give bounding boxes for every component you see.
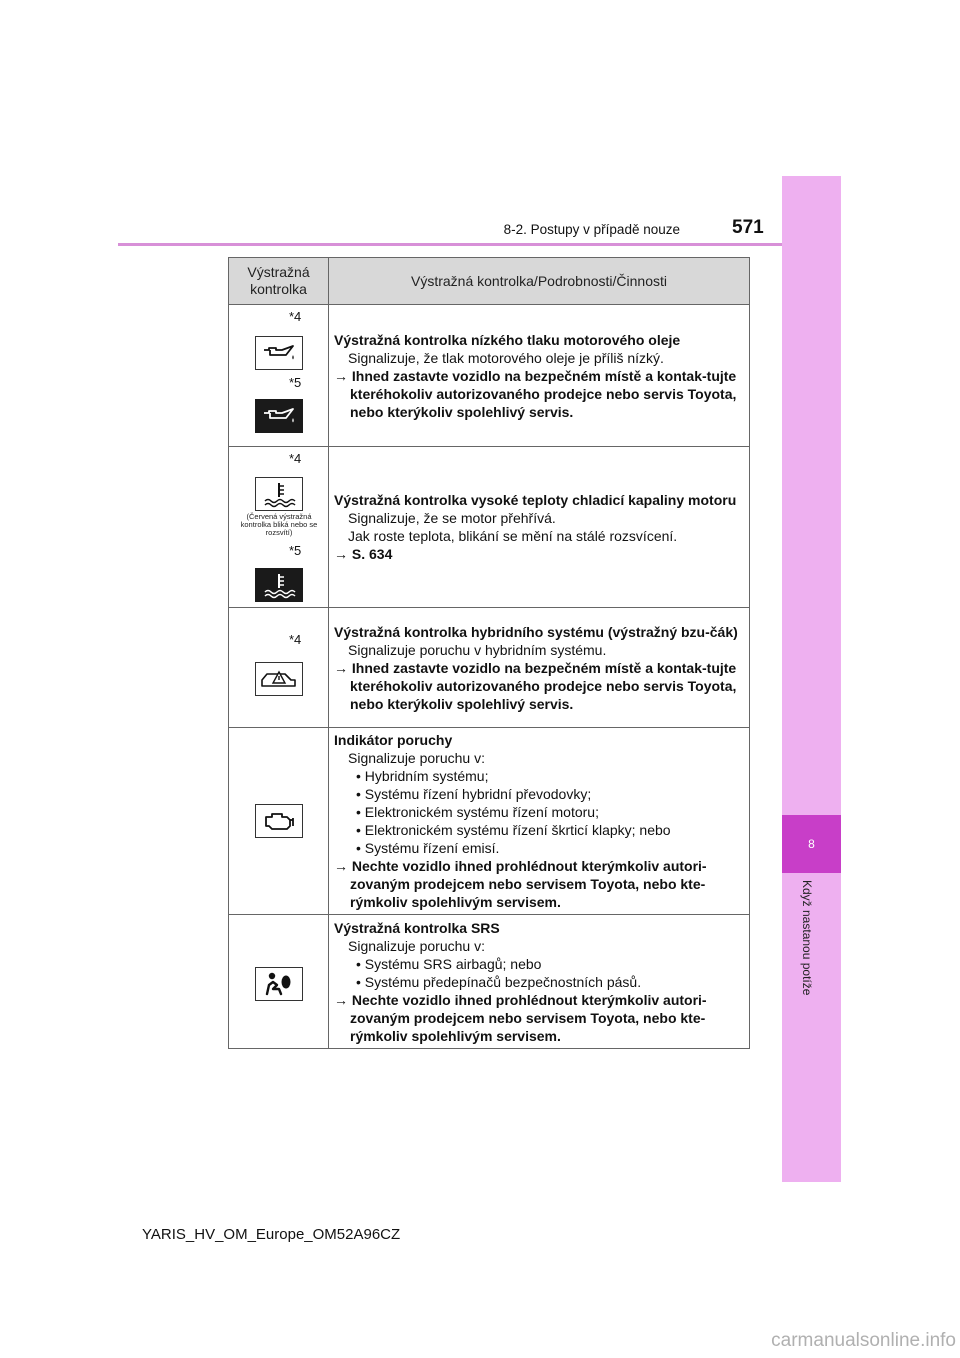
icon-cell	[229, 447, 329, 608]
page-number: 571	[732, 217, 764, 238]
warning-lights-table	[228, 257, 750, 1049]
srs-airbag-icon	[255, 967, 303, 1001]
row-description: Signalizuje poruchu v:	[348, 750, 485, 766]
bullet-item: • Elektronickém systému řízení motoru;	[356, 804, 599, 820]
icon-cell	[229, 608, 329, 728]
chapter-side-tab	[782, 176, 841, 1182]
row-action: → Ihned zastavte vozidlo na bezpečném místě a kontak-tujte kteréhokoliv autorizovaného prodejce nebo servis Toyota, nebo kterýkoliv spolehlivý servis.	[334, 367, 737, 420]
section-title: 8-2. Postupy v případě nouze	[503, 222, 680, 237]
coolant-temp-icon-dark	[255, 568, 303, 602]
icon-cell	[229, 728, 329, 915]
table-row	[229, 915, 750, 1049]
row-description: Signalizuje poruchu v hybridním systému.	[348, 641, 607, 658]
row-action: → Nechte vozidlo ihned prohlédnout kterýmkoliv autori-zovaným prodejcem nebo servisem Toyota, nebo kte-rýmkoliv spolehlivým servisem.	[334, 991, 707, 1044]
details-cell	[329, 608, 750, 728]
bullet-item: • Systému řízení emisí.	[356, 840, 500, 856]
row-title: Výstražná kontrolka nízkého tlaku motorového oleje	[334, 331, 681, 348]
row-action: → S. 634	[334, 546, 393, 562]
table-header-row	[229, 258, 750, 305]
table-row	[229, 447, 750, 608]
table-row	[229, 305, 750, 447]
icon-note: (Červená výstražná kontrolka bliká nebo se rozsvítí)	[240, 512, 318, 537]
icon-cell	[229, 915, 329, 1049]
row-description-line: Jak roste teplota, blikání se mění na stálé rozsvícení.	[348, 528, 678, 544]
details-cell	[329, 447, 750, 608]
row-title: Výstražná kontrolka hybridního systému (výstražný bzu-čák)	[334, 623, 738, 640]
row-title: Výstražná kontrolka vysoké teploty chladicí kapaliny motoru	[334, 492, 737, 508]
table-row	[229, 728, 750, 915]
col-header-details: Výstražná kontrolka/Podrobnosti/Činnosti	[329, 258, 750, 305]
icon-cell	[229, 305, 329, 447]
document-code: YARIS_HV_OM_Europe_OM52A96CZ	[142, 1226, 401, 1243]
bullet-item: • Elektronickém systému řízení škrticí klapky; nebo	[356, 822, 671, 838]
header-divider	[118, 243, 782, 246]
row-description-line: Signalizuje, že se motor přehřívá.	[348, 510, 556, 526]
row-description: Signalizuje, že tlak motorového oleje je příliš nízký.	[348, 349, 664, 366]
table-row	[229, 608, 750, 728]
bullet-item: • Systému předepínačů bezpečnostních pásů.	[356, 973, 642, 990]
footnote-marker: *5	[289, 375, 302, 390]
row-action: → Nechte vozidlo ihned prohlédnout kterýmkoliv autori-zovaným prodejcem nebo servisem Toyota, nebo kte-rýmkoliv spolehlivým servisem.	[334, 858, 707, 910]
coolant-temp-icon	[255, 477, 303, 511]
row-title: Indikátor poruchy	[334, 732, 453, 748]
footnote-marker: *5	[289, 543, 302, 558]
col-header-light: Výstražná kontrolka	[229, 258, 329, 305]
bullet-item: • Systému řízení hybridní převodovky;	[356, 786, 592, 802]
row-action: → Ihned zastavte vozidlo na bezpečném místě a kontak-tujte kteréhokoliv autorizovaného prodejce nebo servis Toyota, nebo kterýkoliv spolehlivý servis.	[334, 659, 737, 712]
check-engine-icon	[255, 804, 303, 838]
bullet-item: • Systému SRS airbagů; nebo	[356, 955, 542, 972]
oil-pressure-icon	[255, 336, 303, 370]
details-cell	[329, 728, 750, 915]
footnote-marker: *4	[289, 451, 302, 466]
details-cell	[329, 305, 750, 447]
oil-pressure-icon-dark	[255, 399, 303, 433]
bullet-item: • Hybridním systému;	[356, 768, 489, 784]
details-cell	[329, 915, 750, 1049]
footnote-marker: *4	[289, 309, 302, 324]
row-description: Signalizuje poruchu v:	[348, 937, 485, 954]
chapter-number-badge: 8	[782, 815, 841, 873]
row-title: Výstražná kontrolka SRS	[334, 919, 500, 936]
chapter-title: Když nastanou potíže	[800, 880, 814, 996]
hybrid-system-warning-icon	[255, 662, 303, 696]
footnote-marker: *4	[289, 632, 302, 647]
watermark: carmanualsonline.info	[771, 1330, 956, 1351]
